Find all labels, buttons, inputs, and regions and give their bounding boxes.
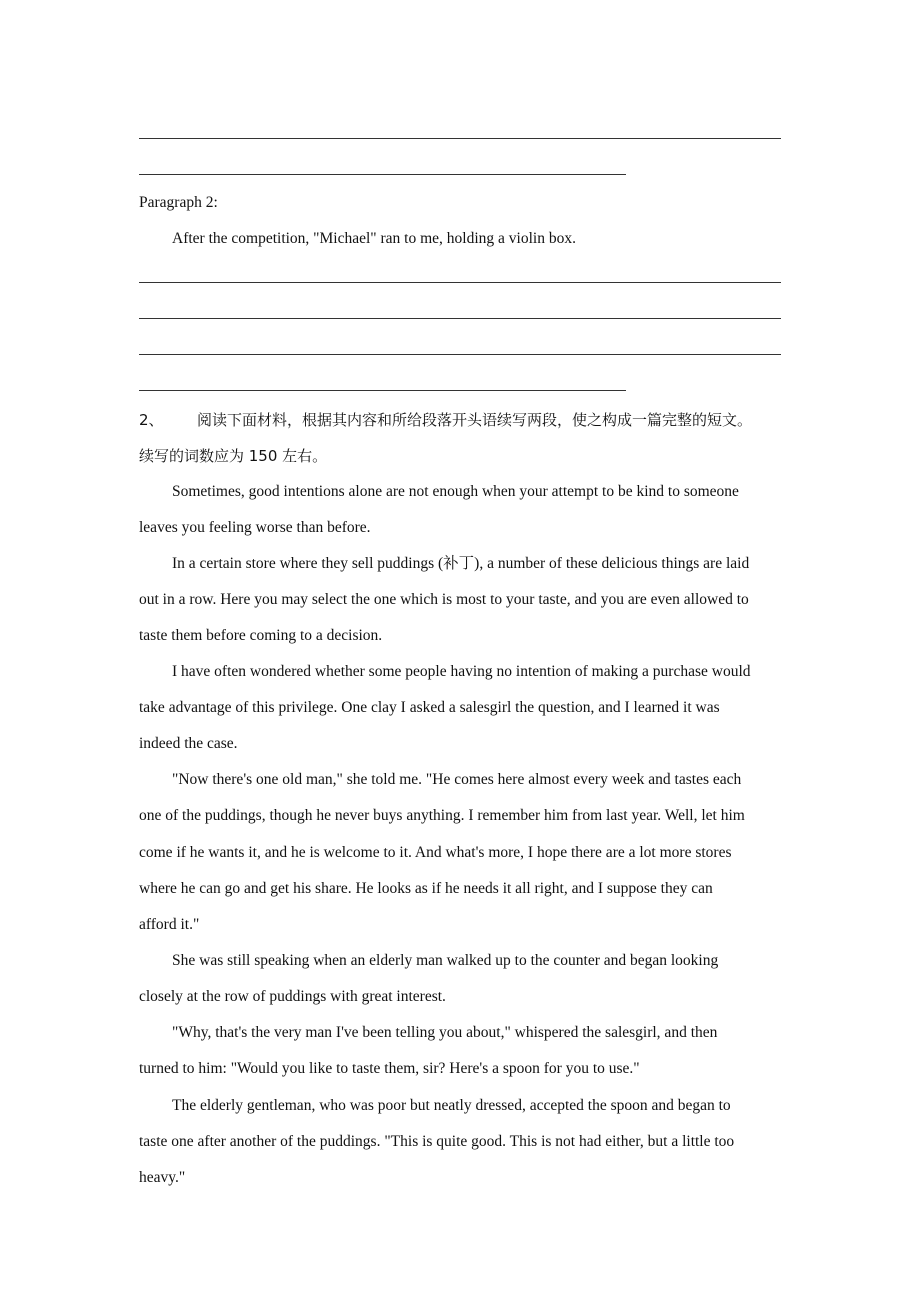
paragraph-opening: After the competition, "Michael" ran to me, holding a violin box. xyxy=(172,230,576,247)
question-number: 2、 xyxy=(139,411,164,429)
writing-line xyxy=(139,282,781,283)
question-instruction-cont: 续写的词数应为 150 左右。 xyxy=(139,447,328,465)
passage-line: "Why, that's the very man I've been telling you about," whispered the salesgirl, and then xyxy=(172,1024,718,1041)
passage-line: heavy." xyxy=(139,1169,186,1186)
passage-line: take advantage of this privilege. One clay I asked a salesgirl the question, and I learned it was xyxy=(139,699,720,716)
passage-line: "Now there's one old man," she told me. "He comes here almost every week and tastes each xyxy=(172,771,742,788)
passage-line: taste one after another of the puddings. "This is quite good. This is not had either, but a little too xyxy=(139,1133,735,1150)
writing-line xyxy=(139,390,626,391)
passage-line: afford it." xyxy=(139,916,200,933)
paragraph-label: Paragraph 2: xyxy=(139,194,218,211)
passage-line: The elderly gentleman, who was poor but neatly dressed, accepted the spoon and began to xyxy=(172,1097,731,1114)
passage-line: taste them before coming to a decision. xyxy=(139,627,383,644)
passage-line: I have often wondered whether some people having no intention of making a purchase would xyxy=(172,663,751,680)
passage-line: out in a row. Here you may select the one which is most to your taste, and you are even allowed to xyxy=(139,591,749,608)
passage-line: one of the puddings, though he never buys anything. I remember him from last year. Well, let him xyxy=(139,807,745,824)
writing-line xyxy=(139,354,781,355)
passage-line: Sometimes, good intentions alone are not enough when your attempt to be kind to someone xyxy=(172,483,739,500)
passage-line: where he can go and get his share. He looks as if he needs it all right, and I suppose they can xyxy=(139,880,713,897)
question-instruction: 阅读下面材料，根据其内容和所给段落开头语续写两段，使之构成一篇完整的短文。 xyxy=(197,411,753,429)
passage-line: leaves you feeling worse than before. xyxy=(139,519,371,536)
passage-line: closely at the row of puddings with great interest. xyxy=(139,988,446,1005)
writing-line xyxy=(139,318,781,319)
passage-line: She was still speaking when an elderly man walked up to the counter and began looking xyxy=(172,952,719,969)
passage-line: In a certain store where they sell puddings (补丁), a number of these delicious things are laid xyxy=(172,555,750,572)
passage-line: indeed the case. xyxy=(139,735,238,752)
writing-line xyxy=(139,174,626,175)
passage-line: turned to him: "Would you like to taste them, sir? Here's a spoon for you to use." xyxy=(139,1060,640,1077)
writing-line xyxy=(139,138,781,139)
passage-line: come if he wants it, and he is welcome to it. And what's more, I hope there are a lot more stores xyxy=(139,844,732,861)
